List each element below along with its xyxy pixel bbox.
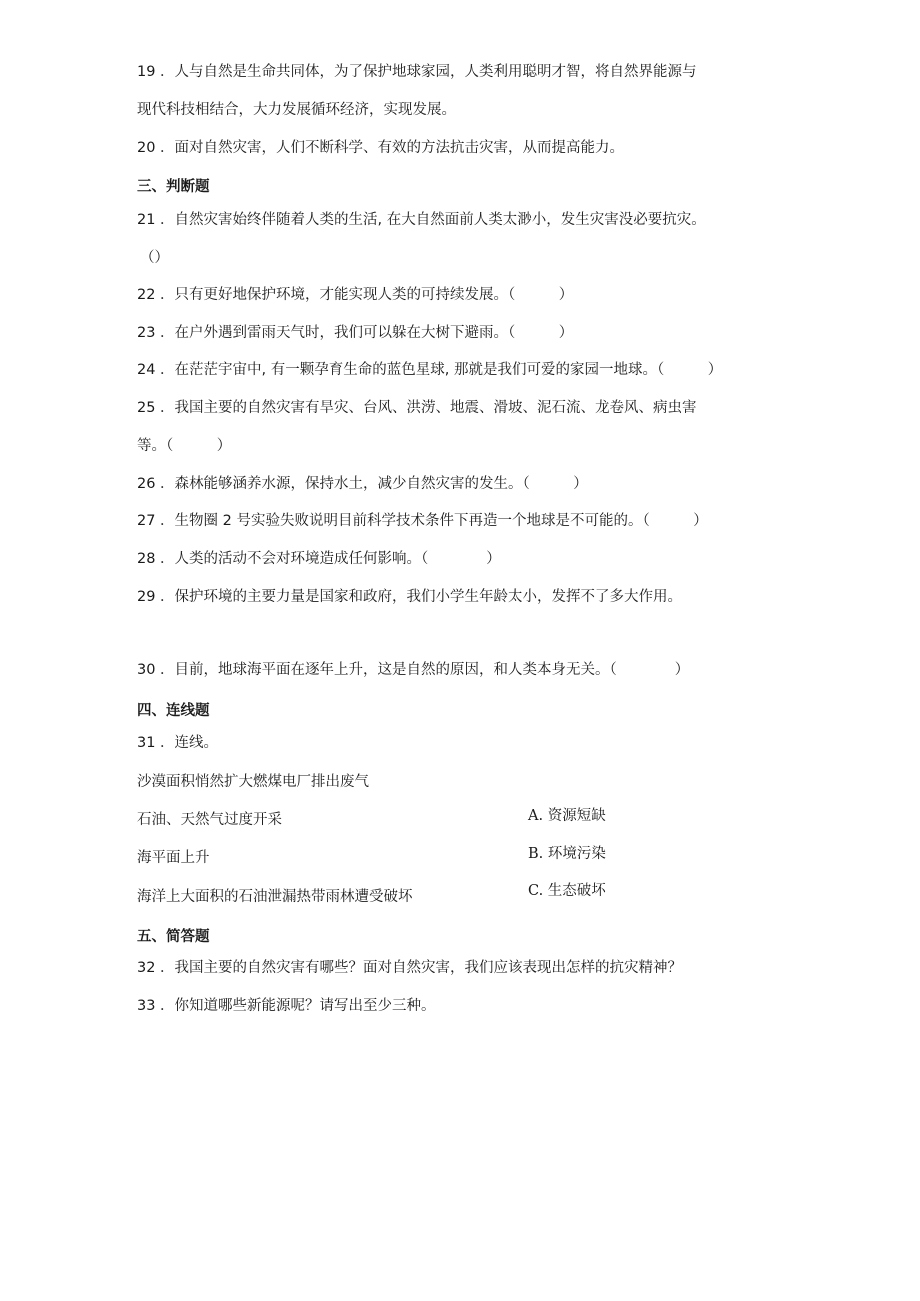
question-19-line-2: 现代科技相结合，大力发展循环经济，实现发展。 xyxy=(137,102,456,118)
matching-left-item: 沙漠面积悄然扩大燃煤电厂排出废气 xyxy=(137,774,369,790)
question-23: 23 ．在户外遇到雷雨天气时，我们可以躲在大树下避雨。（ ） xyxy=(137,325,574,341)
matching-option-a: A. 资源短缺 xyxy=(528,808,606,824)
question-30: 30 ．目前，地球海平面在逐年上升，这是自然的原因，和人类本身无关。（ ） xyxy=(137,662,690,678)
matching-left-item: 石油、天然气过度开采 xyxy=(137,812,282,828)
question-20: 20 ．面对自然灾害，人们不断科学、有效的方法抗击灾害，从而提高能力。 xyxy=(137,140,625,156)
question-25-line-1: 25 ．我国主要的自然灾害有旱灾、台风、洪涝、地震、滑坡、泥石流、龙卷风、病虫害 xyxy=(137,400,697,416)
question-24: 24 ．在茫茫宇宙中, 有一颗孕育生命的蓝色星球, 那就是我们可爱的家园一地球。（ ） xyxy=(137,362,723,378)
question-31: 31 ．连线。 xyxy=(137,735,219,751)
question-28: 28 ．人类的活动不会对环境造成任何影响。（ ） xyxy=(137,551,501,567)
question-33: 33 ．你知道哪些新能源呢？请写出至少三种。 xyxy=(137,998,436,1014)
question-19-line-1: 19 ．人与自然是生命共同体，为了保护地球家园，人类利用聪明才智，将自然界能源与 xyxy=(137,64,697,80)
question-32: 32 ．我国主要的自然灾害有哪些？面对自然灾害，我们应该表现出怎样的抗灾精神？ xyxy=(137,960,683,976)
question-21-line-1: 21 ．自然灾害始终伴随着人类的生活, 在大自然面前人类太渺小，发生灾害没必要抗灾。 xyxy=(137,212,706,228)
section-heading-true-false: 三、判断题 xyxy=(137,179,210,195)
question-22: 22 ．只有更好地保护环境，才能实现人类的可持续发展。（ ） xyxy=(137,287,574,303)
question-29: 29 ．保护环境的主要力量是国家和政府，我们小学生年龄太小，发挥不了多大作用。 xyxy=(137,589,683,605)
matching-option-b: B. 环境污染 xyxy=(528,846,606,862)
matching-left-item: 海平面上升 xyxy=(137,850,210,866)
section-heading-short-answer: 五、简答题 xyxy=(137,929,210,945)
question-21-line-2: （） xyxy=(140,250,169,266)
question-27: 27 ．生物圈 2 号实验失败说明目前科学技术条件下再造一个地球是不可能的。（ ） xyxy=(137,513,708,529)
matching-left-item: 海洋上大面积的石油泄漏热带雨林遭受破坏 xyxy=(137,889,413,905)
question-26: 26 ．森林能够涵养水源，保持水土，减少自然灾害的发生。（ ） xyxy=(137,476,588,492)
question-25-line-2: 等。（ ） xyxy=(137,438,232,454)
section-heading-matching: 四、连线题 xyxy=(137,703,210,719)
matching-option-c: C. 生态破坏 xyxy=(528,883,606,899)
